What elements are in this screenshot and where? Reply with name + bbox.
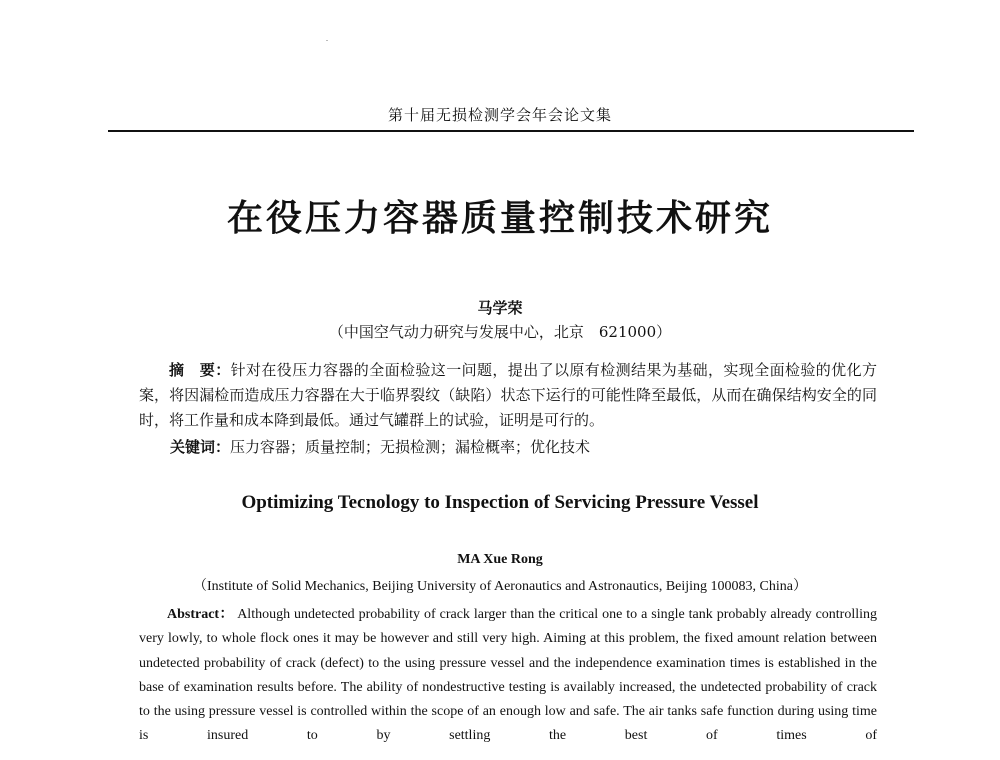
keywords-cn-text: 压力容器；质量控制；无损检测；漏检概率；优化技术 — [230, 438, 591, 456]
abstract-cn-label: 摘 要： — [169, 361, 231, 379]
running-head: 第十届无损检测学会年会论文集 — [387, 106, 612, 124]
affiliation-cn: （中国空气动力研究与发展中心，北京 621000） — [328, 323, 672, 341]
abstract-en — [139, 603, 877, 749]
header-rule — [108, 130, 914, 132]
author-en: MA Xue Rong — [457, 552, 543, 567]
keywords-cn — [170, 436, 590, 457]
abstract-en-text: Although undetected probability of crack larger than the critical one to a single tank probably already controlling very lowly, to whole flock ones it may be however and still very high. Aiming at this problem, the fixed amount relation between undetected probability of crack (defect) to the using pressure vessel and the independence examination times is established in the base of examination results before. The ability of nondestructive testing is availably increased, the undetected probability of crack to the using pressure vessel is controlled within the scope of an enough low and safe. The air tanks safe function during using time is insured to by settling the best of times of — [139, 607, 877, 744]
abstract-cn-text: 针对在役压力容器的全面检验这一问题，提出了以原有检测结果为基础，实现全面检验的优化方案，将因漏检而造成压力容器在大于临界裂纹（缺陷）状态下运行的可能性降至最低，从而在确保结构安全的同时，将工作量和成本降到最低。通过气罐群上的试验，证明是可行的。 — [139, 361, 877, 429]
scan-speck — [326, 40, 328, 41]
keywords-cn-label: 关键词： — [170, 438, 231, 456]
author-cn: 马学荣 — [477, 299, 523, 317]
paper-title-en: Optimizing Tecnology to Inspection of Servicing Pressure Vessel — [241, 492, 759, 513]
abstract-cn — [139, 358, 877, 433]
paper-title-cn: 在役压力容器质量控制技术研究 — [226, 198, 773, 239]
abstract-en-label: Abstract： — [167, 607, 234, 622]
affiliation-en: （Institute of Solid Mechanics, Beijing University of Aeronautics and Astronautics, Beijing 100083, China） — [193, 579, 807, 594]
